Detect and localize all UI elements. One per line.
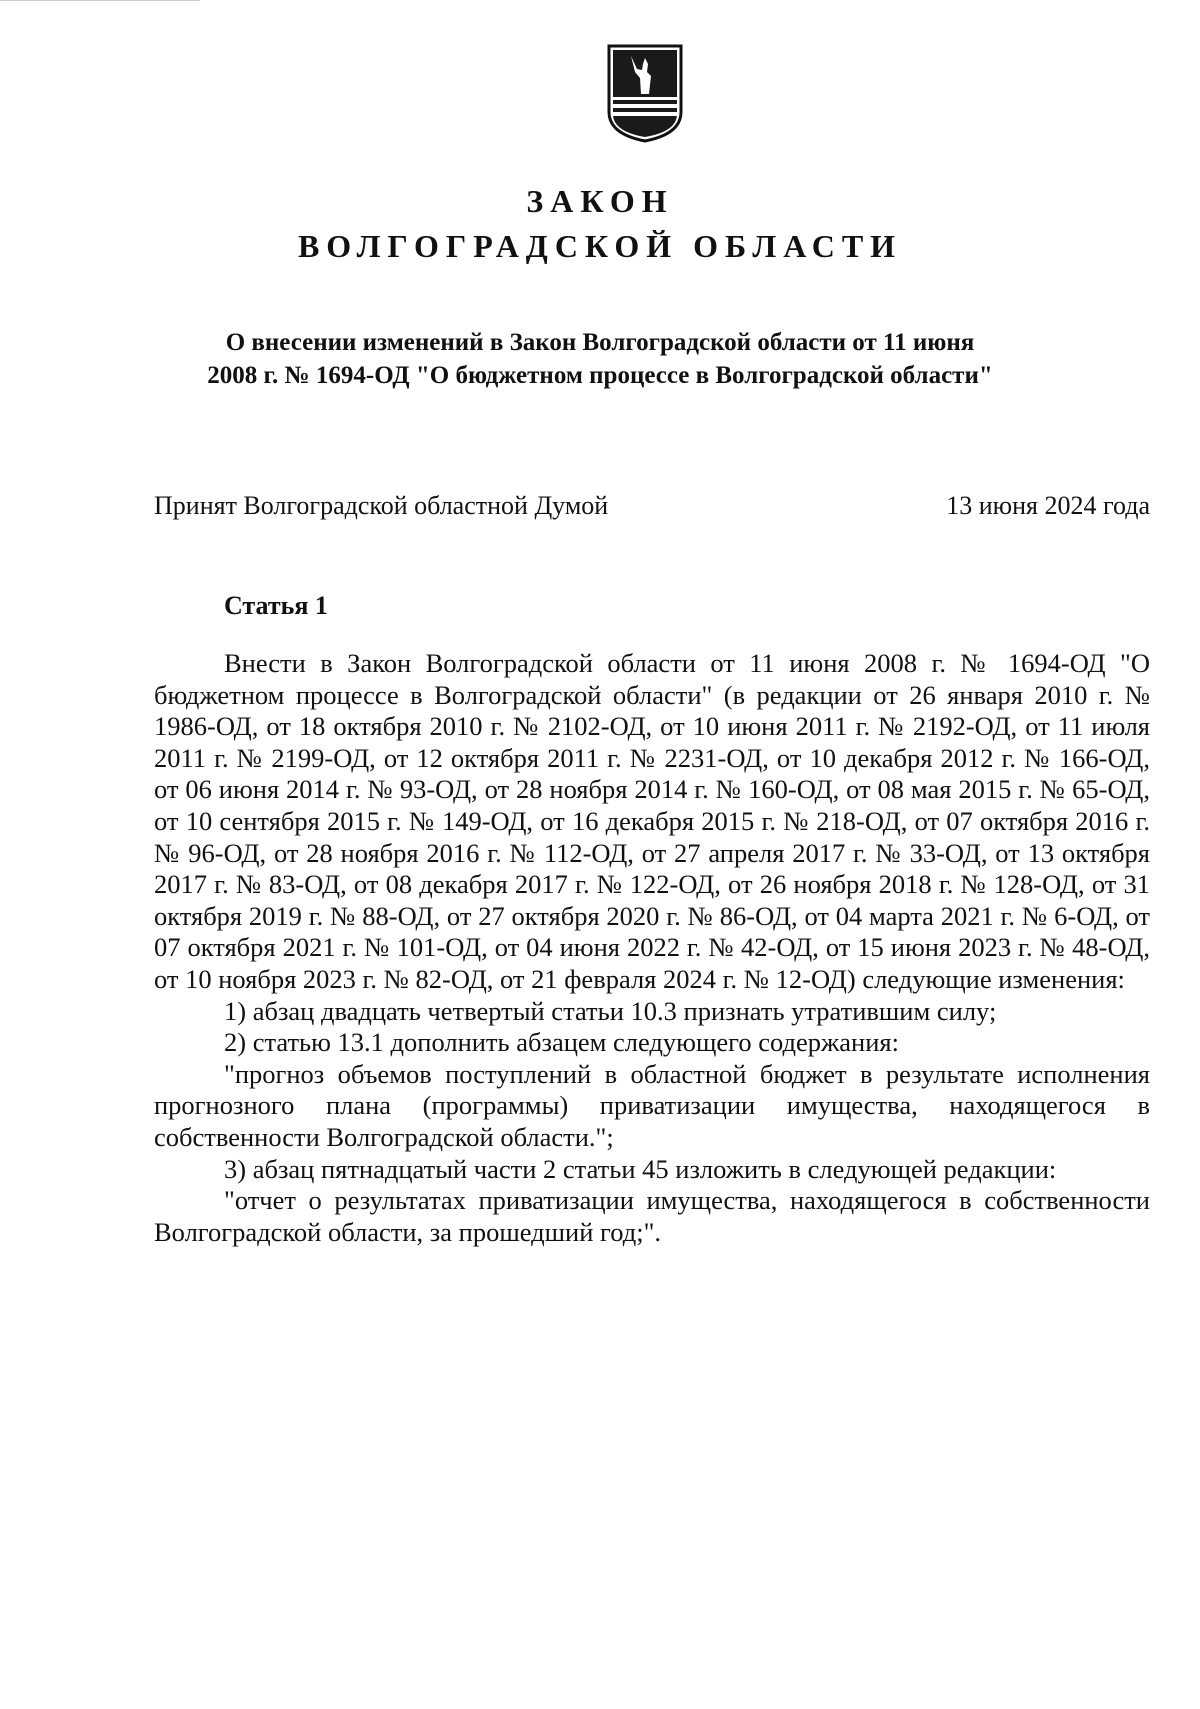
article-heading: Статья 1 (224, 591, 328, 620)
volgograd-coat-of-arms-icon (605, 42, 685, 144)
subtitle-line-2: 2008 г. № 1694-ОД "О бюджетном процессе в Волгоградской области" (207, 362, 993, 389)
adoption-info (154, 491, 1150, 521)
article-paragraph: "прогноз объемов поступлений в областной бюджет в результате исполнения прогнозного плана (программы) приватизации имущества, находящегося в собственности Волгоградской области."; (154, 1058, 1150, 1152)
article-paragraph: "отчет о результатах приватизации имущества, находящегося в собственности Волгоградской области, за прошедший год;". (154, 1185, 1150, 1247)
article-paragraph: 1) абзац двадцать четвертый статьи 10.3 признать утратившим силу; (224, 995, 997, 1026)
law-title: ЗАКОН (526, 183, 674, 219)
adopted-by: Принят Волгоградской областной Думой (154, 491, 609, 520)
article-paragraph: 3) абзац пятнадцатый части 2 статьи 45 изложить в следующей редакции: (224, 1153, 1057, 1184)
article-paragraph: 2) статью 13.1 дополнить абзацем следующего содержания: (224, 1027, 899, 1058)
scan-edge-mark (0, 0, 200, 1)
subtitle-line-1: О внесении изменений в Закон Волгоградской области от 11 июня (225, 329, 975, 356)
law-subtitle (150, 326, 1050, 392)
article-body (154, 648, 1150, 1248)
adoption-date: 13 июня 2024 года (946, 491, 1150, 520)
article-paragraph: Внести в Закон Волгоградской области от 11 июня 2008 г. № 1694-ОД "О бюджетном процессе в Волгоградской области" (в редакции от 26 января 2010 г. № 1986-ОД, от 18 октября 2010 г. № 2102-ОД, от 10 июня 2011 г. № 2192-ОД, от 11 июля 2011 г. № 2199-ОД, от 12 октября 2011 г. № 2231-ОД, от 10 декабря 2012 г. № 166-ОД, от 06 июня 2014 г. № 93-ОД, от 28 ноября 2014 г. № 160-ОД, от 08 мая 2015 г. № 65-ОД, от 10 сентября 2015 г. № 149-ОД, от 16 декабря 2015 г. № 218-ОД, от 07 октября 2016 г. № 96-ОД, от 28 ноября 2016 г. № 112-ОД, от 27 апреля 2017 г. № 33-ОД, от 13 октября 2017 г. № 83-ОД, от 08 декабря 2017 г. № 122-ОД, от 26 ноября 2018 г. № 128-ОД, от 31 октября 2019 г. № 88-ОД, от 27 октября 2020 г. № 86-ОД, от 04 марта 2021 г. № 6-ОД, от 07 октября 2021 г. № 101-ОД, от 04 июня 2022 г. № 42-ОД, от 15 июня 2023 г. № 48-ОД, от 10 ноября 2023 г. № 82-ОД, от 21 февраля 2024 г. № 12-ОД) следующие изменения: (154, 648, 1150, 994)
law-region: ВОЛГОГРАДСКОЙ ОБЛАСТИ (297, 228, 903, 264)
